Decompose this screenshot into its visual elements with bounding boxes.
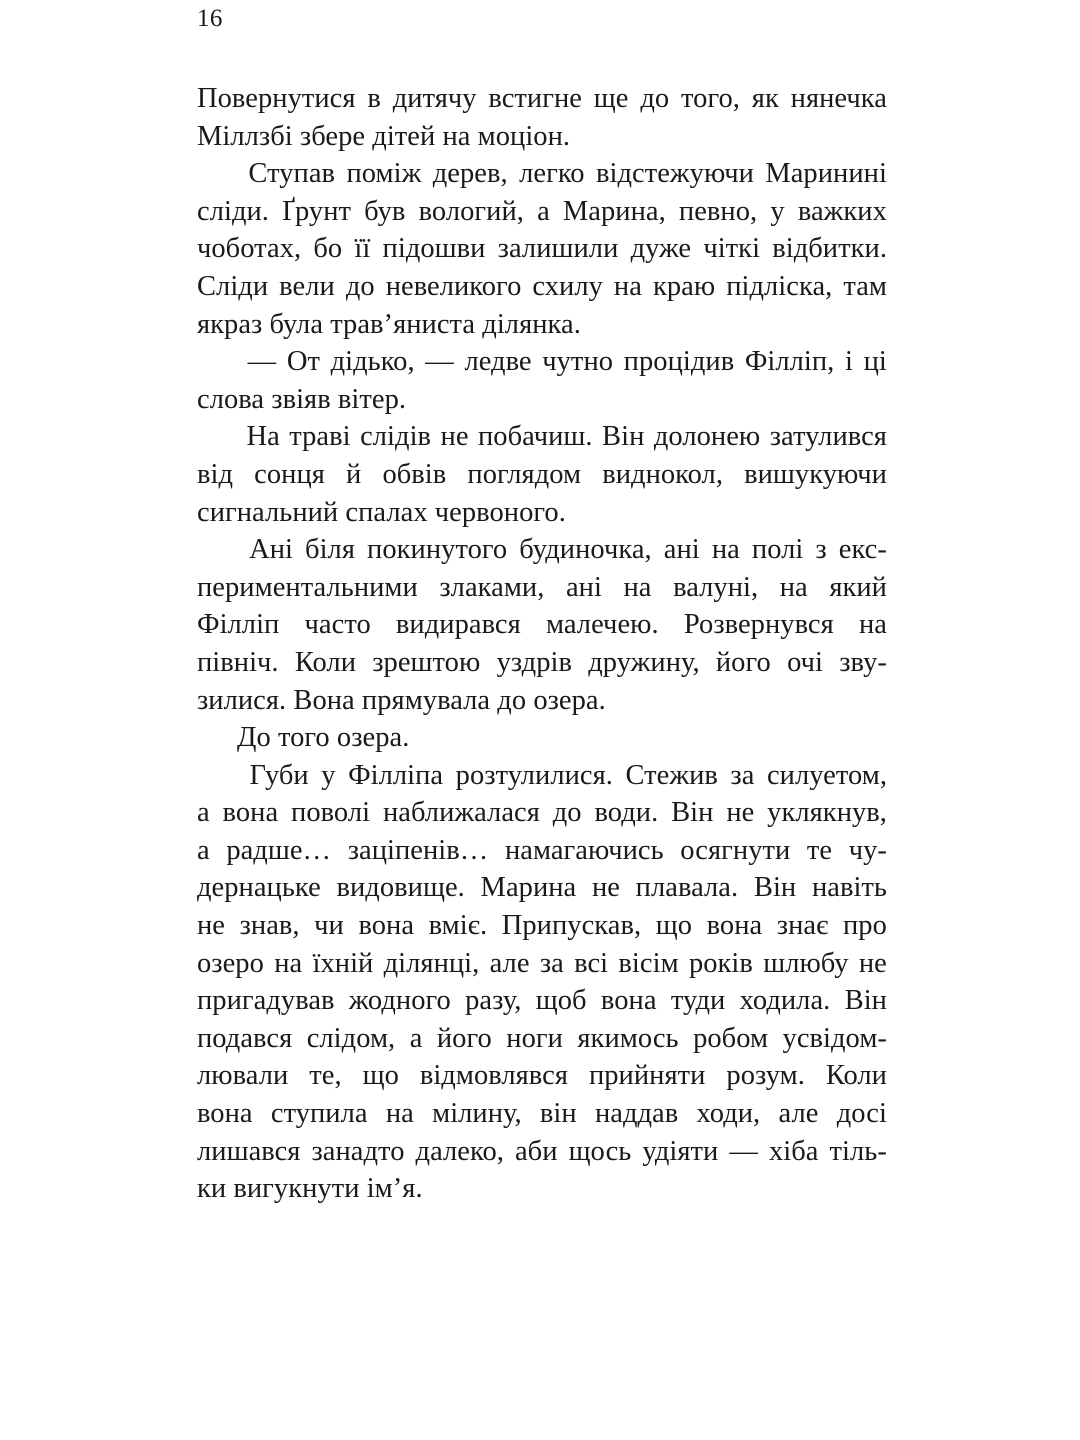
page-number: 16 <box>197 5 223 32</box>
body-text <box>197 80 887 1208</box>
word: тіль- <box>829 1135 887 1167</box>
word: підошви <box>382 233 486 265</box>
word: дитячу <box>392 83 477 114</box>
word: Марина, <box>562 195 666 227</box>
word: ходила. <box>739 985 831 1017</box>
word: Марина <box>480 872 577 904</box>
word: ані <box>565 571 602 603</box>
text-line <box>197 531 887 569</box>
word: чи <box>314 910 344 942</box>
word: Коли <box>294 646 356 678</box>
word: який <box>829 571 887 603</box>
word: вона <box>358 910 415 942</box>
word: до <box>640 83 670 114</box>
word: на <box>623 571 652 603</box>
word: й <box>346 458 362 490</box>
paragraph-indent <box>197 719 237 757</box>
word: дружину, <box>588 646 700 678</box>
word: до <box>345 270 375 302</box>
word: якимось <box>577 1022 679 1054</box>
word: як <box>751 83 779 114</box>
text-line <box>197 418 887 456</box>
word: на <box>779 571 808 603</box>
word: поглядом <box>467 458 582 490</box>
word: його <box>436 1022 492 1054</box>
word: певно, <box>678 195 758 227</box>
text-line <box>197 343 887 381</box>
text-line <box>197 1170 887 1208</box>
text-line <box>197 794 887 832</box>
word: лишався <box>197 1135 301 1167</box>
word: те <box>806 834 833 866</box>
word: про <box>842 910 887 942</box>
word: з <box>815 534 827 566</box>
word: води. <box>594 797 659 829</box>
word: ділянці, <box>383 947 480 979</box>
word: долонею <box>653 421 761 453</box>
text-line <box>197 569 887 607</box>
text-line <box>197 719 887 757</box>
word: екс- <box>838 534 887 566</box>
paragraph <box>197 531 887 719</box>
word: був <box>364 195 406 227</box>
text-line <box>197 80 887 118</box>
word: удіяти <box>642 1135 719 1167</box>
word: у <box>770 195 785 227</box>
paragraph-indent <box>197 343 237 381</box>
word: чу- <box>848 834 887 866</box>
word: північ. <box>197 646 279 678</box>
word: від <box>197 458 234 490</box>
word: його <box>715 646 771 678</box>
paragraph-indent <box>197 418 237 456</box>
text-line <box>197 982 887 1020</box>
word: мілину, <box>432 1098 522 1130</box>
word: ходи, <box>696 1098 761 1130</box>
word: прийняти <box>588 1060 706 1092</box>
word: уздрів <box>496 646 572 678</box>
text-line <box>197 606 887 644</box>
word: нянечка <box>790 83 887 114</box>
text-line <box>197 118 887 156</box>
word: Повернутися <box>197 83 356 114</box>
word: того, <box>681 83 740 114</box>
word: на <box>858 609 887 641</box>
word: знав, <box>239 910 300 942</box>
word: Він <box>753 872 797 904</box>
word: чутно <box>542 346 614 378</box>
word: часто <box>304 609 371 641</box>
word: дідько, <box>330 346 415 378</box>
word: наддав <box>594 1098 679 1130</box>
word: плавала. <box>635 872 739 904</box>
word: виднокол, <box>602 458 724 490</box>
text-line <box>197 1133 887 1171</box>
line-text: Міллзбі збере дітей на моціон. <box>197 120 571 152</box>
word: очі <box>787 646 823 678</box>
text-line <box>197 456 887 494</box>
text-line <box>197 644 887 682</box>
word: полі <box>751 534 804 566</box>
word: а <box>409 1022 423 1054</box>
word: вона <box>222 797 279 829</box>
paragraph-indent <box>197 757 237 795</box>
word: вологий, <box>418 195 524 227</box>
word: будиночка, <box>519 534 652 566</box>
text-line <box>197 945 887 983</box>
word: малечею. <box>545 609 659 641</box>
word: слідів <box>360 421 432 453</box>
text-line <box>197 155 887 193</box>
text-line <box>197 682 887 720</box>
word: вишукуючи <box>744 458 887 490</box>
word: в <box>367 83 381 114</box>
word: подався <box>197 1022 293 1054</box>
word: у <box>321 759 336 791</box>
word: щоб <box>535 985 587 1017</box>
word: сліди. <box>197 195 269 227</box>
word: до <box>552 797 582 829</box>
word: зрештою <box>372 646 481 678</box>
word: дуже <box>630 233 692 265</box>
word: обвів <box>382 458 447 490</box>
word: щось <box>568 1135 632 1167</box>
word: років <box>688 947 753 979</box>
word: на <box>711 534 740 566</box>
word: її <box>354 233 371 265</box>
word: невеликого <box>385 270 522 302</box>
word: злаками, <box>439 571 545 603</box>
text-line <box>197 757 887 795</box>
text-line <box>197 494 887 532</box>
word: розтулилися. <box>455 759 613 791</box>
word: дерев, <box>432 158 508 190</box>
text-line <box>197 1057 887 1095</box>
word: не <box>197 910 226 942</box>
word: на <box>385 1098 414 1130</box>
word: Філліп, <box>744 346 835 378</box>
word: підліска, <box>726 270 833 302</box>
text-line <box>197 381 887 419</box>
word: на <box>613 270 642 302</box>
word: Філліп <box>197 609 280 641</box>
word: ані <box>663 534 700 566</box>
word: сонця <box>254 458 325 490</box>
word: там <box>843 270 887 302</box>
word: те, <box>309 1060 342 1092</box>
word: озеро <box>197 947 264 979</box>
word: ще <box>593 83 629 114</box>
word: — <box>425 346 454 378</box>
text-line <box>197 1020 887 1058</box>
text-line <box>197 268 887 306</box>
word: не <box>440 421 469 453</box>
line-text: До того озера. <box>237 722 410 754</box>
word: наближалася <box>382 797 540 829</box>
word: Ступав <box>248 158 336 190</box>
word: знає <box>776 910 829 942</box>
word: він <box>539 1098 577 1130</box>
word: Маринині <box>765 158 887 190</box>
word: схилу <box>532 270 603 302</box>
word: ледве <box>464 346 532 378</box>
word: бо <box>313 233 343 265</box>
word: Ґрунт <box>282 195 352 227</box>
word: що <box>655 910 693 942</box>
word: поміж <box>346 158 422 190</box>
word: але <box>489 947 530 979</box>
word: уклякнув, <box>767 797 887 829</box>
word: Коли <box>825 1060 887 1092</box>
word: силуетом, <box>766 759 887 791</box>
word: слідом, <box>306 1022 396 1054</box>
word: легко <box>519 158 585 190</box>
word: не <box>591 872 620 904</box>
word: але <box>778 1098 819 1130</box>
line-text: зилися. Вона прямувала до озера. <box>197 684 606 716</box>
word: їхній <box>312 947 374 979</box>
paragraph <box>197 343 887 418</box>
word: зву- <box>839 646 887 678</box>
text-line <box>197 1095 887 1133</box>
word: не <box>858 947 887 979</box>
word: процідив <box>623 346 735 378</box>
word: і <box>844 346 853 378</box>
word: Він <box>844 985 887 1017</box>
word: Філліпа <box>348 759 444 791</box>
word: на <box>274 947 303 979</box>
word: периментальними <box>197 571 418 603</box>
word: ці <box>863 346 887 378</box>
word: вона <box>706 910 763 942</box>
word: всі <box>574 947 609 979</box>
word: а <box>537 195 550 227</box>
line-text: сигнальний спалах червоного. <box>197 496 566 528</box>
text-line <box>197 230 887 268</box>
word: вміє. <box>428 910 488 942</box>
paragraph <box>197 80 887 155</box>
paragraph <box>197 719 887 757</box>
word: От <box>286 346 320 378</box>
text-line <box>197 832 887 870</box>
word: вона <box>197 1098 253 1130</box>
word: а <box>197 797 210 829</box>
word: дернацьке <box>197 872 321 904</box>
word: вели <box>279 270 335 302</box>
word: вісім <box>618 947 679 979</box>
text-line <box>197 869 887 907</box>
word: встигне <box>488 83 582 114</box>
word: валуні, <box>673 571 759 603</box>
word: розум. <box>726 1060 805 1092</box>
word: Стежив <box>625 759 718 791</box>
word: чоботах, <box>197 233 302 265</box>
word: відмовлявся <box>419 1060 568 1092</box>
word: Сліди <box>197 270 269 302</box>
word: Розвернувся <box>683 609 834 641</box>
word: за <box>730 759 755 791</box>
word: жодного <box>348 985 451 1017</box>
word: покинутого <box>367 534 508 566</box>
word: На <box>246 421 280 453</box>
paragraph <box>197 757 887 1208</box>
word: аби <box>514 1135 558 1167</box>
word: занадто <box>311 1135 405 1167</box>
line-text: слова звіяв вітер. <box>197 383 407 415</box>
word: робом <box>693 1022 769 1054</box>
paragraph <box>197 418 887 531</box>
word: ноги <box>506 1022 563 1054</box>
text-line <box>197 907 887 945</box>
word: намагаючись <box>504 834 664 866</box>
paragraph <box>197 155 887 343</box>
word: Ані <box>249 534 293 566</box>
word: заціпенів… <box>347 834 489 866</box>
word: осягнути <box>680 834 791 866</box>
word: вона <box>600 985 657 1017</box>
word: видирався <box>395 609 521 641</box>
word: за <box>539 947 564 979</box>
word: усвідом- <box>782 1022 887 1054</box>
word: поволі <box>291 797 371 829</box>
word: відстежуючи <box>596 158 754 190</box>
word: відбитки. <box>772 233 887 265</box>
word: траві <box>289 421 351 453</box>
word: навіть <box>811 872 887 904</box>
word: хіба <box>768 1135 819 1167</box>
word: залишили <box>497 233 619 265</box>
word: побачиш. <box>478 421 593 453</box>
word: важких <box>797 195 887 227</box>
word: пригадував <box>197 985 335 1017</box>
paragraph-indent <box>197 531 237 569</box>
word: — <box>247 346 277 378</box>
word: лювали <box>197 1060 289 1092</box>
word: Він <box>602 421 645 453</box>
word: краю <box>652 270 716 302</box>
word: туди <box>670 985 726 1017</box>
line-text: ки вигукнути ім’я. <box>197 1173 423 1205</box>
word: шлюбу <box>763 947 849 979</box>
word: Він <box>671 797 714 829</box>
word: Губи <box>249 759 309 791</box>
text-line <box>197 306 887 344</box>
word: біля <box>305 534 355 566</box>
paragraph-indent <box>197 155 237 193</box>
word: ступила <box>270 1098 368 1130</box>
word: чіткі <box>703 233 761 265</box>
word: затулився <box>769 421 887 453</box>
word: Припускав, <box>501 910 642 942</box>
word: а <box>197 834 210 866</box>
word: що <box>362 1060 399 1092</box>
word: — <box>729 1135 758 1167</box>
word: досі <box>836 1098 887 1130</box>
text-line <box>197 193 887 231</box>
word: разу, <box>465 985 522 1017</box>
word: радше… <box>226 834 332 866</box>
line-text: якраз була трав’яниста ділянка. <box>197 308 581 340</box>
word: не <box>726 797 755 829</box>
word: далеко, <box>415 1135 504 1167</box>
word: видовище. <box>336 872 465 904</box>
